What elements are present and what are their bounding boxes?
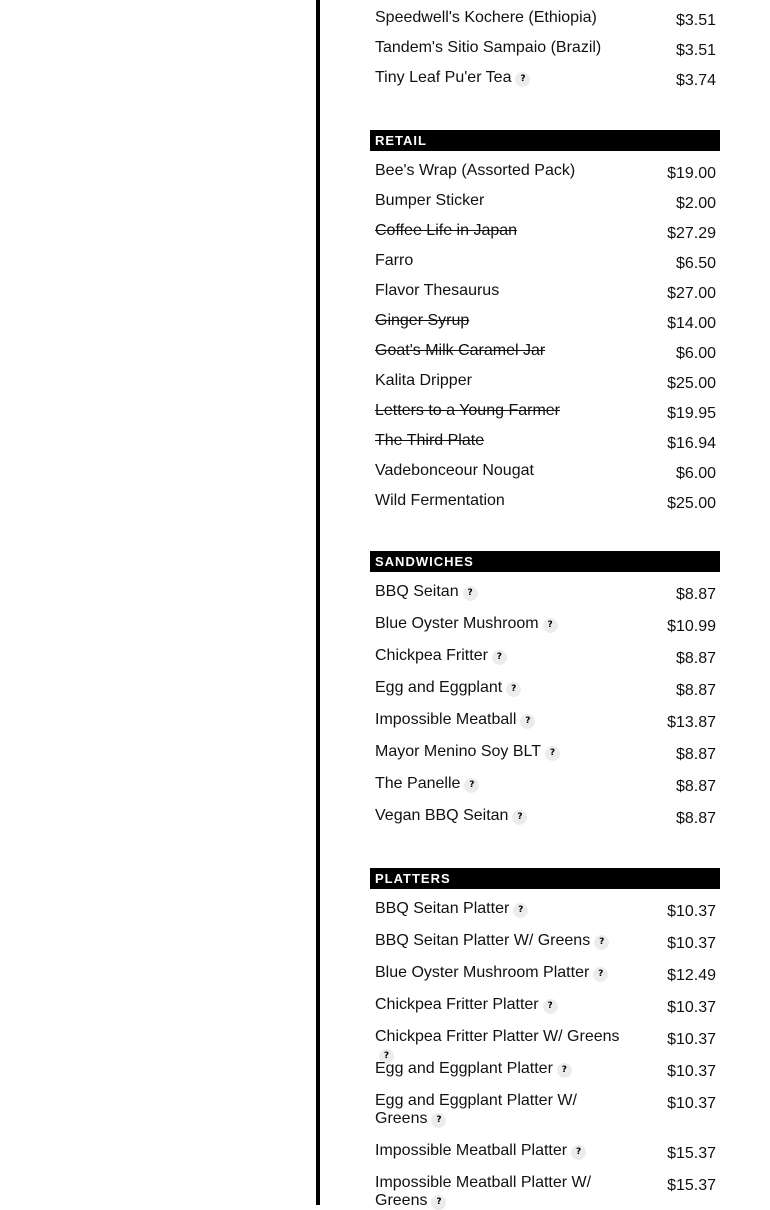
- info-icon[interactable]: ?: [492, 650, 507, 665]
- item-price: $8.87: [675, 586, 716, 603]
- info-icon[interactable]: ?: [571, 1145, 586, 1160]
- item-price: $12.49: [667, 967, 716, 984]
- info-icon[interactable]: ?: [543, 999, 558, 1014]
- item-name: Vegan BBQ Seitan ?: [375, 807, 630, 825]
- item-name: Impossible Meatball ?: [375, 711, 630, 729]
- item-price: $3.74: [675, 72, 716, 89]
- item-name: Speedwell's Kochere (Ethiopia): [375, 9, 597, 26]
- item-name: Chickpea Fritter Platter W/ Greens?: [375, 1028, 630, 1064]
- item-price: $2.00: [675, 195, 716, 212]
- item-name: Mayor Menino Soy BLT ?: [375, 743, 630, 761]
- item-price: $19.00: [667, 165, 716, 182]
- section-header: PLATTERS: [370, 868, 720, 889]
- item-price: $6.00: [675, 345, 716, 362]
- item-price: $13.87: [667, 714, 716, 731]
- item-price: $8.87: [675, 778, 716, 795]
- item-name: Impossible Meatball Platter W/ Greens ?: [375, 1174, 592, 1209]
- item-name: The Third Plate: [375, 432, 485, 449]
- info-icon[interactable]: ?: [520, 714, 535, 729]
- item-price: $15.37: [667, 1145, 716, 1162]
- info-icon[interactable]: ?: [506, 682, 521, 697]
- item-price: $3.51: [675, 42, 716, 59]
- item-price: $25.00: [667, 495, 716, 512]
- item-name: Bumper Sticker: [375, 192, 485, 209]
- info-icon[interactable]: ?: [515, 72, 530, 87]
- item-price: $6.00: [675, 465, 716, 482]
- item-name: Egg and Eggplant Platter ?: [375, 1060, 630, 1078]
- item-price: $14.00: [667, 315, 716, 332]
- info-icon[interactable]: ?: [431, 1113, 446, 1128]
- item-name: Bee's Wrap (Assorted Pack): [375, 162, 576, 179]
- item-name: Ginger Syrup: [375, 312, 470, 329]
- section-header: SANDWICHES: [370, 551, 720, 572]
- item-name: Farro: [375, 252, 414, 269]
- item-name: BBQ Seitan Platter W/ Greens ?: [375, 932, 630, 950]
- item-price: $3.51: [675, 12, 716, 29]
- item-price: $8.87: [675, 682, 716, 699]
- item-price: $19.95: [667, 405, 716, 422]
- item-name: BBQ Seitan Platter ?: [375, 900, 630, 918]
- item-price: $16.94: [667, 435, 716, 452]
- item-price: $10.37: [667, 935, 716, 952]
- item-name: BBQ Seitan ?: [375, 583, 630, 601]
- item-name: Letters to a Young Farmer: [375, 402, 560, 419]
- info-icon[interactable]: ?: [464, 778, 479, 793]
- info-icon[interactable]: ?: [545, 746, 560, 761]
- item-price: $8.87: [675, 810, 716, 827]
- item-name: Tiny Leaf Pu'er Tea ?: [375, 69, 630, 87]
- info-icon[interactable]: ?: [379, 1049, 394, 1064]
- info-icon[interactable]: ?: [513, 903, 528, 918]
- item-name: Blue Oyster Mushroom Platter ?: [375, 964, 630, 982]
- info-icon[interactable]: ?: [463, 586, 478, 601]
- item-name: Chickpea Fritter ?: [375, 647, 630, 665]
- item-name: Blue Oyster Mushroom ?: [375, 615, 630, 633]
- item-name: Vadebonceour Nougat: [375, 462, 534, 479]
- item-price: $10.37: [667, 903, 716, 920]
- item-price: $15.37: [667, 1177, 716, 1194]
- item-price: $8.87: [675, 650, 716, 667]
- column-divider: [316, 0, 320, 1205]
- info-icon[interactable]: ?: [512, 810, 527, 825]
- item-name: Egg and Eggplant Platter W/ Greens ?: [375, 1092, 577, 1127]
- item-name: Coffee Life in Japan: [375, 222, 518, 239]
- info-icon[interactable]: ?: [593, 967, 608, 982]
- item-name: Tandem's Sitio Sampaio (Brazil): [375, 39, 602, 56]
- info-icon[interactable]: ?: [594, 935, 609, 950]
- item-price: $8.87: [675, 746, 716, 763]
- item-price: $27.29: [667, 225, 716, 242]
- info-icon[interactable]: ?: [431, 1195, 446, 1210]
- item-price: $10.37: [667, 1095, 716, 1112]
- item-price: $10.37: [667, 1063, 716, 1080]
- item-price: $25.00: [667, 375, 716, 392]
- item-name: Chickpea Fritter Platter ?: [375, 996, 630, 1014]
- info-icon[interactable]: ?: [543, 618, 558, 633]
- item-price: $27.00: [667, 285, 716, 302]
- item-price: $10.99: [667, 618, 716, 635]
- item-price: $10.37: [667, 1031, 716, 1048]
- item-price: $6.50: [675, 255, 716, 272]
- item-name: Wild Fermentation: [375, 492, 505, 509]
- item-name: Egg and Eggplant ?: [375, 679, 630, 697]
- item-name: Goat's Milk Caramel Jar: [375, 342, 546, 359]
- item-name: Impossible Meatball Platter ?: [375, 1142, 630, 1160]
- section-header: RETAIL: [370, 130, 720, 151]
- item-name: Flavor Thesaurus: [375, 282, 500, 299]
- info-icon[interactable]: ?: [557, 1063, 572, 1078]
- item-name: Kalita Dripper: [375, 372, 472, 389]
- item-name: The Panelle ?: [375, 775, 630, 793]
- item-price: $10.37: [667, 999, 716, 1016]
